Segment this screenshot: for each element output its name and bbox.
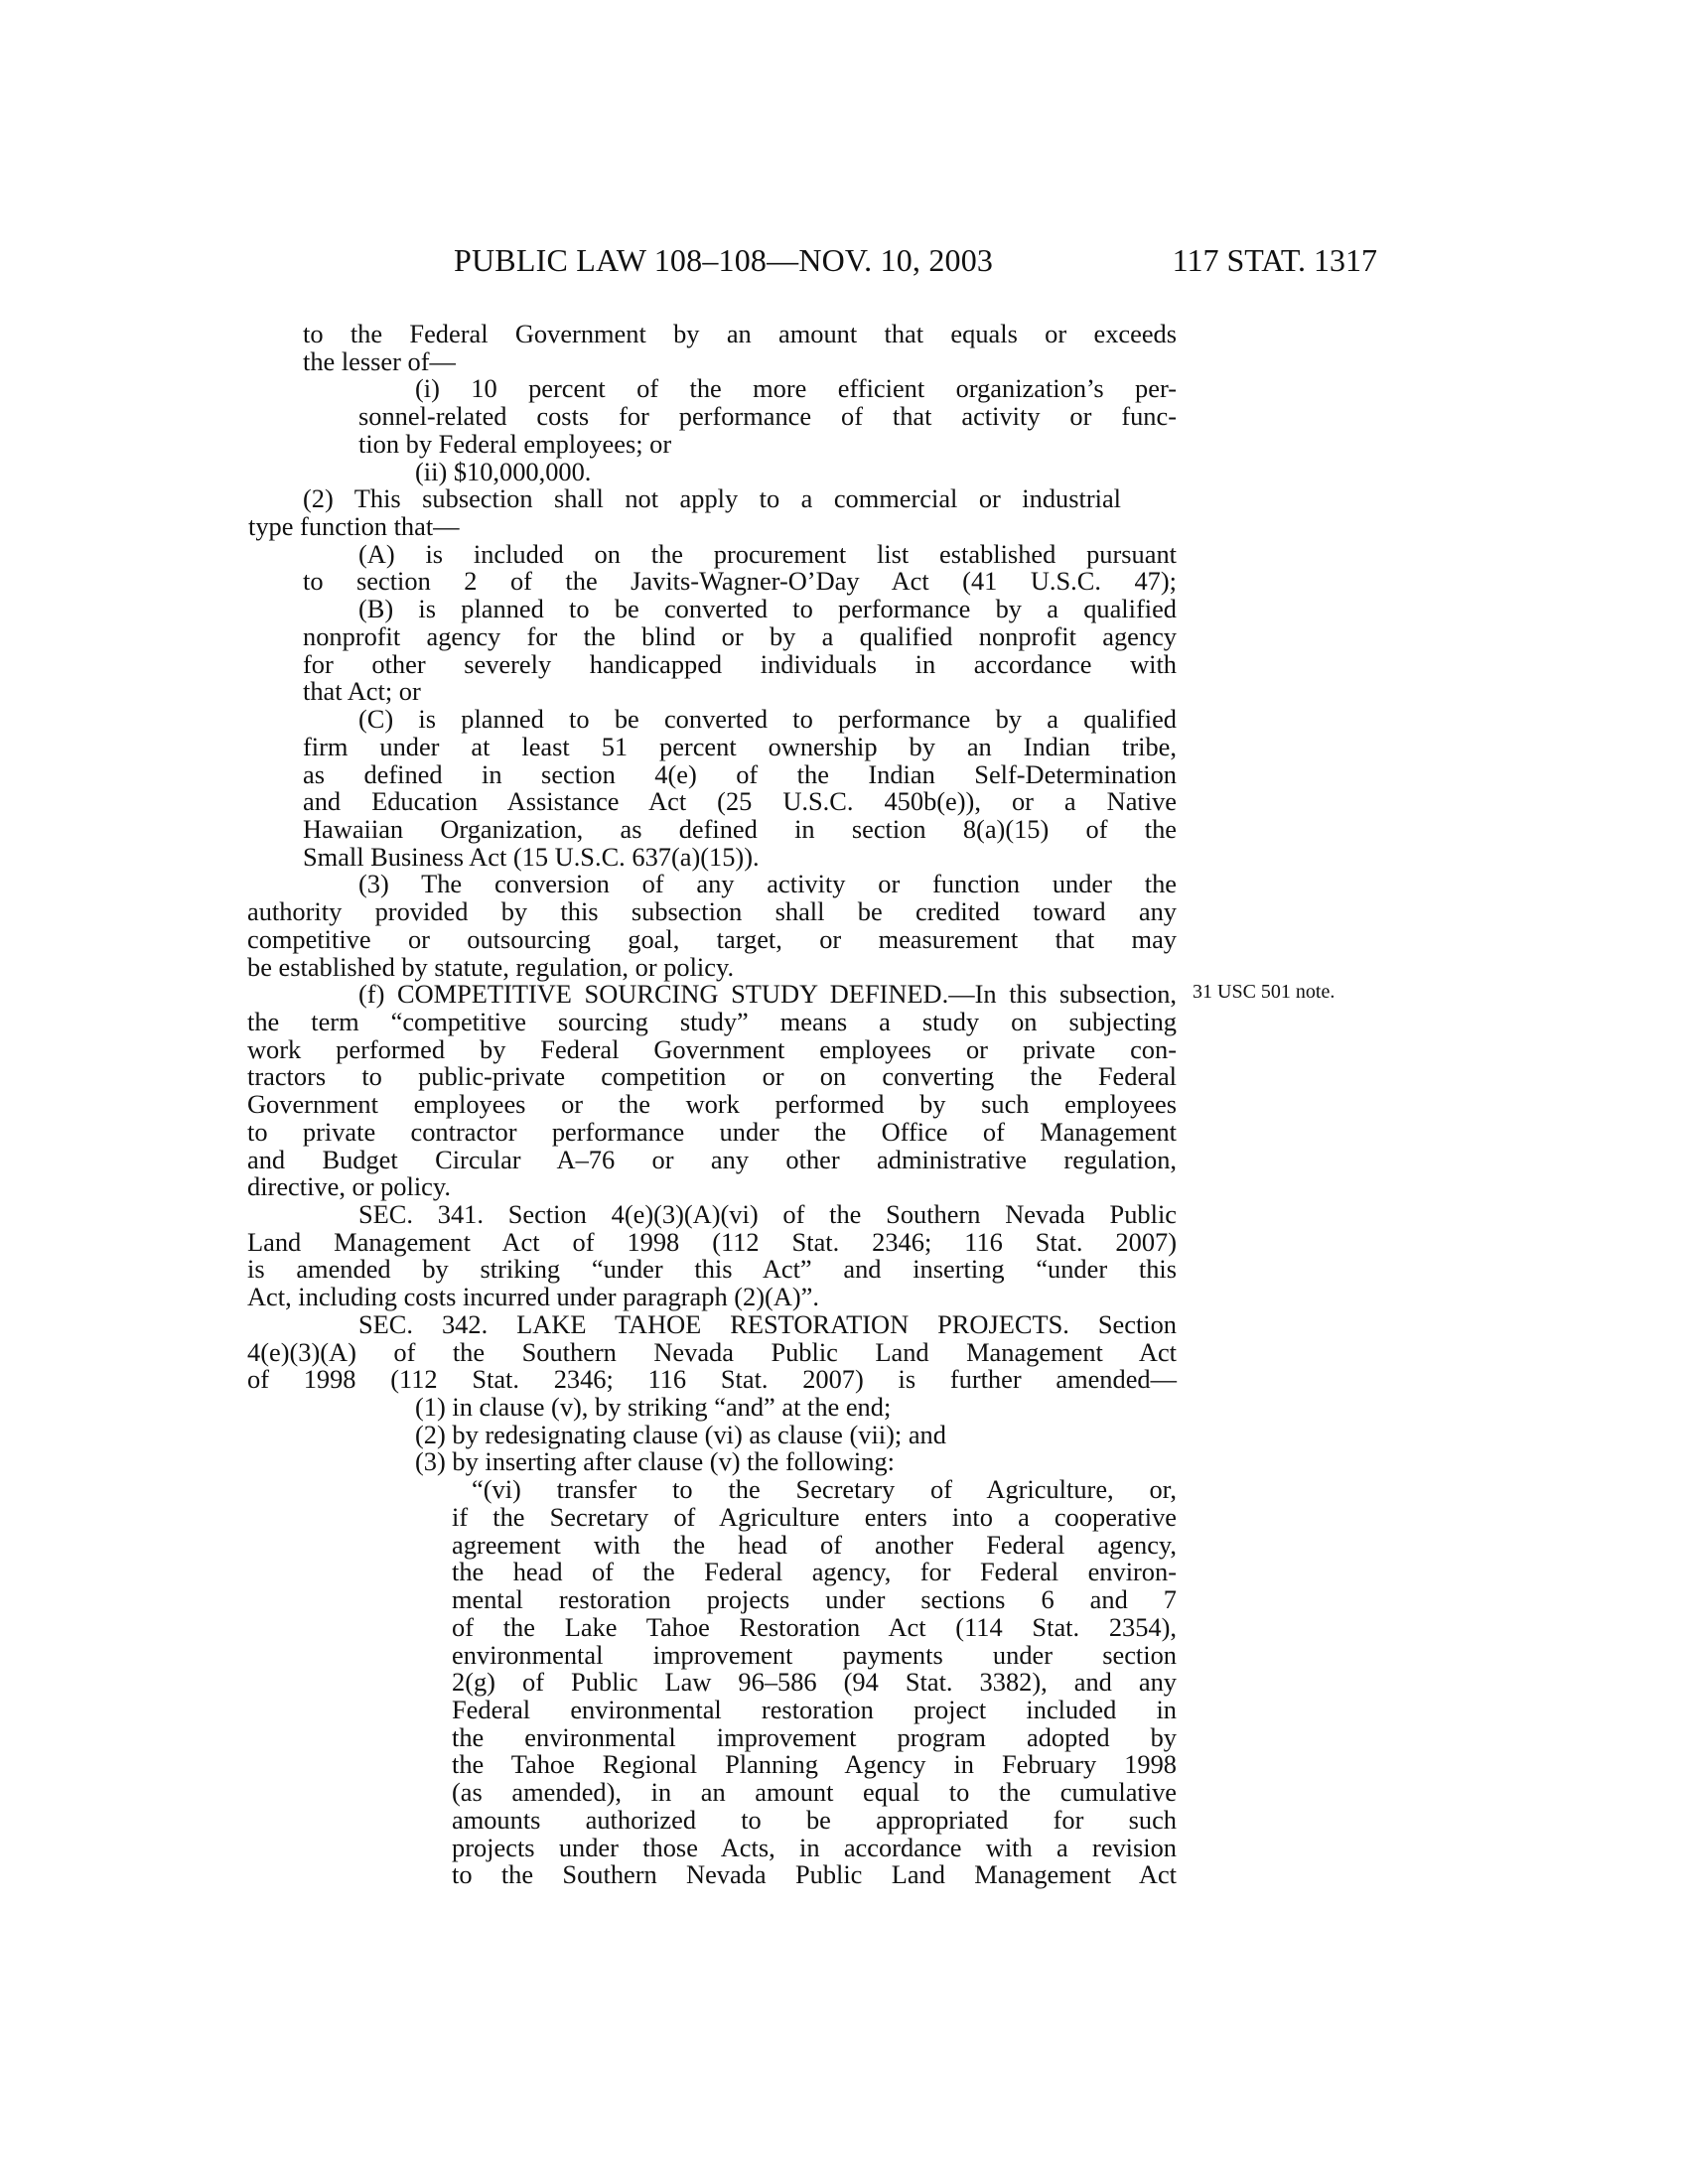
text-line: environmental improvement payments under section xyxy=(452,1639,1177,1670)
text-line: tractors to public-private competition or on converting the Federal xyxy=(247,1061,1177,1092)
text-line: type function that— xyxy=(248,511,460,542)
text-line: (1) in clause (v), by striking “and” at the end; xyxy=(415,1392,892,1423)
text-line: is amended by striking “under this Act” and inserting “under this xyxy=(247,1254,1177,1285)
text-line: Federal environmental restoration project included in xyxy=(452,1694,1177,1724)
text-line: projects under those Acts, in accordance with a revision xyxy=(452,1832,1177,1862)
text-line: and Education Assistance Act (25 U.S.C. 450b(e)), or a Native xyxy=(303,786,1177,817)
text-line: (as amended), in an amount equal to the cumulative xyxy=(452,1777,1177,1808)
text-line: 2(g) of Public Law 96–586 (94 Stat. 3382), and any xyxy=(452,1667,1177,1698)
text-line: to the Federal Government by an amount that equals or exceeds xyxy=(303,319,1177,348)
text-line: be established by statute, regulation, or policy. xyxy=(247,951,735,982)
text-line: of the Lake Tahoe Restoration Act (114 Stat. 2354), xyxy=(452,1611,1177,1642)
text-line: the term “competitive sourcing study” means a study on subjecting xyxy=(247,1006,1177,1036)
text-line: Land Management Act of 1998 (112 Stat. 2346; 116 Stat. 2007) xyxy=(247,1226,1177,1257)
text-line: as defined in section 4(e) of the Indian Self-Determination xyxy=(303,758,1177,789)
text-line: (2) by redesignating clause (vi) as clause (vii); and xyxy=(415,1419,946,1449)
text-line: (3) by inserting after clause (v) the following: xyxy=(415,1446,895,1477)
text-line: SEC. 342. LAKE TAHOE RESTORATION PROJECTS. Section xyxy=(358,1308,1177,1339)
text-line: SEC. 341. Section 4(e)(3)(A)(vi) of the Southern Nevada Public xyxy=(358,1199,1177,1229)
text-line: and Budget Circular A–76 or any other administrative regulation, xyxy=(247,1144,1177,1174)
text-line: (A) is included on the procurement list established pursuant xyxy=(358,538,1177,569)
text-line: Act, including costs incurred under paragraph (2)(A)”. xyxy=(247,1282,819,1312)
text-line: (B) is planned to be converted to performance by a qualified xyxy=(358,594,1177,624)
text-line: of 1998 (112 Stat. 2346; 116 Stat. 2007) is further amended— xyxy=(247,1364,1177,1395)
text-line: to private contractor performance under the Office of Management xyxy=(247,1116,1177,1147)
text-line: “(vi) transfer to the Secretary of Agriculture, or, xyxy=(472,1474,1177,1505)
running-head-title: PUBLIC LAW 108–108—NOV. 10, 2003 xyxy=(454,242,994,278)
text-line: (ii) $10,000,000. xyxy=(415,456,592,486)
text-line: work performed by Federal Government employees or private con- xyxy=(247,1033,1177,1064)
statute-page-number: 117 STAT. 1317 xyxy=(1172,242,1377,278)
text-line: (f) COMPETITIVE SOURCING STUDY DEFINED.—In this subsection, xyxy=(358,979,1177,1010)
text-line: mental restoration projects under sections 6 and 7 xyxy=(452,1584,1177,1615)
text-line: that Act; or xyxy=(303,676,421,707)
text-line: if the Secretary of Agriculture enters into a cooperative xyxy=(452,1501,1177,1532)
text-line: firm under at least 51 percent ownership by an Indian tribe, xyxy=(303,731,1177,761)
text-line: the lesser of— xyxy=(303,345,456,376)
text-line: the Tahoe Regional Planning Agency in February 1998 xyxy=(452,1749,1177,1780)
text-line: the environmental improvement program adopted by xyxy=(452,1721,1177,1752)
text-line: for other severely handicapped individuals in accordance with xyxy=(303,648,1177,679)
text-line: 4(e)(3)(A) of the Southern Nevada Public Land Management Act xyxy=(247,1336,1177,1367)
text-line: Government employees or the work performed by such employees xyxy=(247,1089,1177,1120)
text-line: to the Southern Nevada Public Land Management Act xyxy=(452,1859,1177,1890)
page-header xyxy=(454,242,1377,282)
text-line: authority provided by this subsection shall be credited toward any xyxy=(247,896,1177,927)
margin-note: 31 USC 501 note. xyxy=(1193,981,1336,1003)
text-line: to section 2 of the Javits-Wagner-O’Day Act (41 U.S.C. 47); xyxy=(303,566,1177,597)
text-line: tion by Federal employees; or xyxy=(358,428,672,459)
body-text xyxy=(247,319,1177,1890)
text-line: Hawaiian Organization, as defined in section 8(a)(15) of the xyxy=(303,813,1177,844)
text-line: (2) This subsection shall not apply to a commercial or industrial xyxy=(303,483,1121,514)
text-line: competitive or outsourcing goal, target, or measurement that may xyxy=(247,923,1177,954)
text-line: (C) is planned to be converted to performance by a qualified xyxy=(358,704,1177,735)
text-line: the head of the Federal agency, for Federal environ- xyxy=(452,1557,1177,1587)
text-line: (3) The conversion of any activity or function under the xyxy=(358,869,1177,899)
text-line: sonnel-related costs for performance of that activity or func- xyxy=(358,401,1177,432)
text-line: amounts authorized to be appropriated for such xyxy=(452,1804,1177,1835)
text-line: nonprofit agency for the blind or by a qualified nonprofit agency xyxy=(303,620,1177,651)
text-line: agreement with the head of another Federal agency, xyxy=(452,1529,1177,1560)
text-line: (i) 10 percent of the more efficient organization’s per- xyxy=(415,373,1177,404)
text-line: Small Business Act (15 U.S.C. 637(a)(15)). xyxy=(303,841,760,872)
text-line: directive, or policy. xyxy=(247,1171,451,1202)
